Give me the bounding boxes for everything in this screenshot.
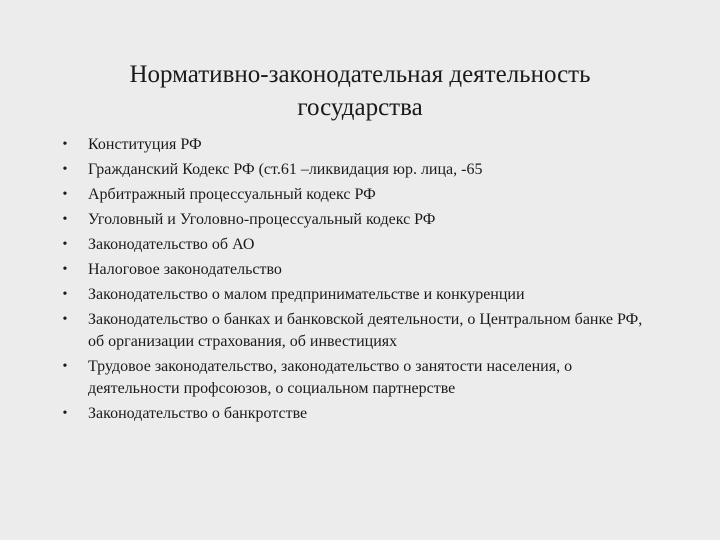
bullet-list <box>55 134 660 428</box>
bullet-item-labor-law <box>55 356 660 400</box>
slide-title <box>100 58 620 124</box>
bullet-dot-icon: • <box>62 287 68 302</box>
bullet-text: Арбитражный процессуальный кодекс РФ <box>88 186 376 203</box>
bullet-item-criminal-code <box>55 209 660 231</box>
bullet-dot-icon: • <box>62 187 68 202</box>
bullet-item-small-business-law <box>55 284 660 306</box>
bullet-text: Гражданский Кодекс РФ (ст.61 –ликвидация юр. лица, -65 <box>88 161 483 178</box>
bullet-dot-icon: • <box>62 212 68 227</box>
bullet-text: Законодательство о малом предпринимательстве и конкуренции <box>88 286 525 303</box>
slide-title-line-2: государства <box>297 94 423 121</box>
bullet-item-banking-law <box>55 309 660 353</box>
bullet-item-arbitration-code <box>55 184 660 206</box>
bullet-dot-icon: • <box>62 137 68 152</box>
bullet-text: Трудовое законодательство, законодательство о занятости населения, о деятельности профсоюзов, о социальном партнерстве <box>88 358 573 397</box>
bullet-text: Законодательство о банках и банковской деятельности, о Центральном банке РФ, об организации страхования, об инвестициях <box>88 311 643 350</box>
bullet-item-constitution <box>55 134 660 156</box>
bullet-dot-icon: • <box>62 237 68 252</box>
bullet-item-jsc-law <box>55 234 660 256</box>
slide-title-line-1: Нормативно-законодательная деятельность <box>129 61 591 88</box>
bullet-text: Законодательство о банкротстве <box>88 405 308 422</box>
bullet-dot-icon: • <box>62 312 68 327</box>
bullet-dot-icon: • <box>62 359 68 374</box>
bullet-text: Конституция РФ <box>88 136 202 153</box>
bullet-dot-icon: • <box>62 406 68 421</box>
bullet-item-tax-law <box>55 259 660 281</box>
bullet-dot-icon: • <box>62 262 68 277</box>
bullet-text: Налоговое законодательство <box>88 261 282 278</box>
bullet-item-bankruptcy-law <box>55 403 660 425</box>
bullet-text: Законодательство об АО <box>88 236 255 253</box>
bullet-item-civil-code <box>55 159 660 181</box>
bullet-dot-icon: • <box>62 162 68 177</box>
bullet-text: Уголовный и Уголовно-процессуальный кодекс РФ <box>88 211 436 228</box>
